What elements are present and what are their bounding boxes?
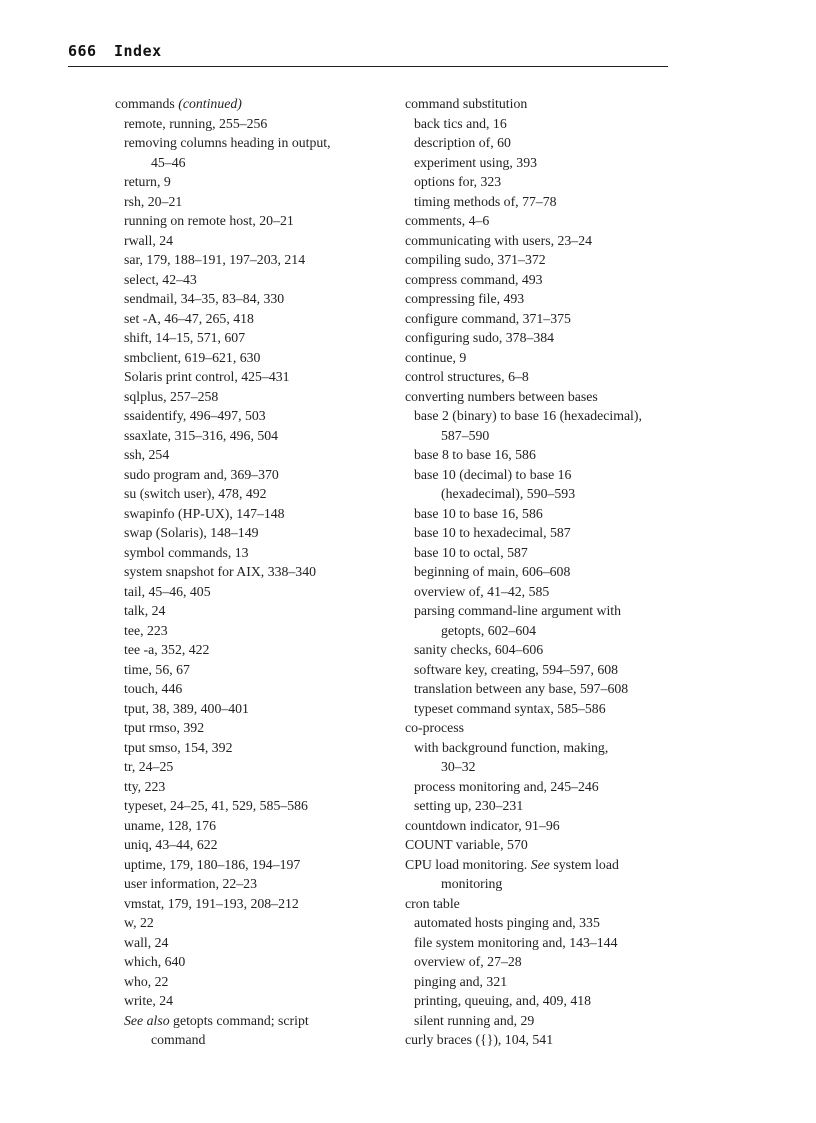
- index-entry: [405, 582, 665, 602]
- index-entry: [115, 679, 377, 699]
- index-entry-text: CPU load monitoring.: [405, 856, 531, 872]
- index-entry: [115, 445, 377, 465]
- page-title: Index: [114, 42, 162, 60]
- index-entry: [115, 738, 377, 758]
- index-entry-text: process monitoring and, 245–246: [414, 778, 599, 794]
- index-entry: [405, 133, 665, 153]
- index-entry: [115, 972, 377, 992]
- index-entry-text: tee, 223: [124, 622, 168, 638]
- index-entry-text: rwall, 24: [124, 232, 174, 248]
- index-entry-text: Solaris print control, 425–431: [124, 369, 290, 384]
- index-entry-text: symbol commands, 13: [124, 544, 249, 560]
- index-entry: [115, 231, 377, 251]
- index-entry: [115, 816, 377, 836]
- index-entry-text: comments, 4–6: [405, 213, 490, 228]
- index-entry-text: compressing file, 493: [405, 291, 525, 306]
- index-entry: [405, 796, 665, 816]
- index-entry-text: beginning of main, 606–608: [414, 564, 571, 579]
- index-entry: [405, 894, 665, 914]
- index-entry-text: tput, 38, 389, 400–401: [124, 700, 249, 716]
- index-entry: [405, 816, 665, 836]
- index-entry-text: back tics and, 16: [414, 115, 507, 131]
- index-entry-text: silent running and, 29: [414, 1012, 535, 1028]
- index-entry-text: configure command, 371–375: [405, 310, 571, 326]
- index-entry: [405, 328, 665, 348]
- index-entry: [115, 367, 377, 387]
- index-entry-text: automated hosts pinging and, 335: [414, 915, 600, 930]
- index-entry-text: curly braces ({}), 104, 541: [405, 1032, 554, 1047]
- index-entry-text: w, 22: [124, 915, 154, 930]
- index-entry-italic: See: [530, 856, 550, 872]
- index-entry: [115, 874, 377, 894]
- index-entry: [115, 309, 377, 329]
- index-entry: [115, 426, 377, 446]
- index-entry: [405, 972, 665, 992]
- index-entry: [115, 757, 377, 777]
- index-entry-text: continue, 9: [405, 349, 467, 365]
- index-entry: [115, 504, 377, 524]
- index-entry: [405, 231, 665, 251]
- index-entry-text: tee -a, 352, 422: [124, 642, 210, 657]
- index-entry-text: printing, queuing, and, 409, 418: [414, 993, 592, 1008]
- index-entry: [405, 309, 665, 329]
- index-entry: [405, 387, 665, 407]
- index-entry-text: ssaxlate, 315–316, 496, 504: [124, 427, 279, 443]
- index-entry-text: translation between any base, 597–608: [414, 681, 629, 696]
- index-entry-text: vmstat, 179, 191–193, 208–212: [124, 895, 299, 911]
- index-entry-text: swapinfo (HP-UX), 147–148: [124, 505, 285, 521]
- index-entry-text: commands: [115, 96, 179, 111]
- index-entry: [405, 913, 665, 933]
- index-entry-text: command substitution: [405, 96, 528, 111]
- index-entry-text: experiment using, 393: [414, 154, 537, 170]
- index-entry: [115, 289, 377, 309]
- index-entry-text: sar, 179, 188–191, 197–203, 214: [124, 252, 306, 267]
- index-entry-text: COUNT variable, 570: [405, 837, 528, 852]
- index-entry: [405, 777, 665, 797]
- index-entry: [405, 543, 665, 563]
- index-entry: [405, 699, 665, 719]
- index-entry: [115, 114, 377, 134]
- index-entry: [405, 952, 665, 972]
- index-entry: [115, 621, 377, 641]
- index-entry-text: getopts, 602–604: [441, 622, 537, 638]
- index-entry: [405, 933, 665, 953]
- index-entry: [405, 192, 665, 212]
- index-entry-text: (hexadecimal), 590–593: [441, 486, 576, 501]
- index-entry-text: communicating with users, 23–24: [405, 232, 592, 248]
- index-entry-text: file system monitoring and, 143–144: [414, 934, 618, 950]
- page-number: 666: [68, 42, 97, 60]
- index-entry-text: remote, running, 255–256: [124, 115, 268, 131]
- index-entry-italic: See also: [124, 1012, 170, 1028]
- index-entry-text: sudo program and, 369–370: [124, 466, 279, 482]
- index-entry: [405, 562, 665, 582]
- index-entry-text: rsh, 20–21: [124, 193, 183, 209]
- index-entry-text: description of, 60: [414, 135, 511, 150]
- index-entry: [115, 250, 377, 270]
- index-entry-text: ssaidentify, 496–497, 503: [124, 408, 266, 423]
- index-entry-text: which, 640: [124, 954, 186, 969]
- index-entry: [405, 660, 665, 680]
- index-entry-text: overview of, 27–28: [414, 954, 522, 969]
- index-entry: [115, 699, 377, 719]
- index-entry-text: set -A, 46–47, 265, 418: [124, 310, 254, 326]
- index-entry-text: smbclient, 619–621, 630: [124, 349, 261, 365]
- index-entry: [405, 504, 665, 524]
- index-entry: [405, 153, 665, 173]
- index-entry-text: with background function, making,: [414, 739, 609, 755]
- index-entry-text: parsing command-line argument with: [414, 603, 622, 618]
- index-entry: [115, 328, 377, 348]
- index-entry: [405, 1030, 665, 1050]
- index-entry-italic: (continued): [178, 96, 242, 111]
- index-entry-text: 587–590: [441, 427, 490, 443]
- index-entry-text: base 2 (binary) to base 16 (hexadecimal),: [414, 408, 642, 423]
- index-entry: [405, 367, 665, 387]
- index-entry-text: monitoring: [441, 876, 503, 891]
- index-entry: [115, 601, 377, 621]
- index-entry: [115, 484, 377, 504]
- index-entry-text: running on remote host, 20–21: [124, 213, 294, 228]
- index-entry-text: compiling sudo, 371–372: [405, 252, 546, 267]
- index-entry: [115, 211, 377, 231]
- index-entry: [405, 172, 665, 192]
- index-entry: [115, 777, 377, 797]
- index-entry: [115, 952, 377, 972]
- index-entry: [405, 991, 665, 1011]
- running-header: [68, 42, 668, 67]
- index-entry: [115, 640, 377, 660]
- index-entry-text: typeset, 24–25, 41, 529, 585–586: [124, 798, 308, 813]
- index-entry: [115, 270, 377, 290]
- index-entry-text: overview of, 41–42, 585: [414, 583, 550, 599]
- index-entry-text: co-process: [405, 720, 464, 735]
- index-entry: [405, 484, 665, 504]
- index-entry: [115, 582, 377, 602]
- index-entry-text: return, 9: [124, 174, 171, 189]
- index-entry-text: configuring sudo, 378–384: [405, 330, 555, 345]
- index-entry: [115, 562, 377, 582]
- index-entry: [115, 1030, 377, 1050]
- index-entry: [115, 543, 377, 563]
- index-entry: [115, 894, 377, 914]
- index-entry: [405, 640, 665, 660]
- index-entry: [405, 348, 665, 368]
- index-entry-text: sanity checks, 604–606: [414, 642, 544, 657]
- index-entry: [405, 289, 665, 309]
- index-entry-text: touch, 446: [124, 681, 183, 696]
- index-entry: [115, 348, 377, 368]
- index-entry: [405, 738, 665, 758]
- index-entry-text: removing columns heading in output,: [124, 135, 331, 150]
- index-entry: [405, 874, 665, 894]
- index-entry: [405, 94, 665, 114]
- index-entry-text: tr, 24–25: [124, 759, 174, 774]
- index-entry: [405, 855, 665, 875]
- index-entry-text: options for, 323: [414, 174, 502, 189]
- index-entry: [405, 250, 665, 270]
- index-entry-text: base 10 (decimal) to base 16: [414, 466, 572, 482]
- index-entry-text: tail, 45–46, 405: [124, 583, 211, 599]
- index-entry: [405, 718, 665, 738]
- index-entry-text: swap (Solaris), 148–149: [124, 525, 259, 540]
- index-entry: [405, 679, 665, 699]
- index-entry: [115, 718, 377, 738]
- index-entry: [405, 523, 665, 543]
- index-entry: [405, 426, 665, 446]
- index-entry: [115, 933, 377, 953]
- index-entry-text: cron table: [405, 895, 460, 911]
- index-entry: [115, 1011, 377, 1031]
- index-entry-text: base 10 to hexadecimal, 587: [414, 525, 571, 540]
- index-entry-text: shift, 14–15, 571, 607: [124, 330, 246, 345]
- index-entry: [115, 133, 377, 153]
- index-entry-text: tput smso, 154, 392: [124, 739, 233, 755]
- index-entry: [115, 660, 377, 680]
- index-entry-text: tput rmso, 392: [124, 720, 205, 735]
- index-entry: [405, 445, 665, 465]
- index-entry: [115, 835, 377, 855]
- index-entry: [115, 172, 377, 192]
- index-entry: [405, 406, 665, 426]
- index-entry-text: base 10 to base 16, 586: [414, 505, 543, 521]
- index-entry-text: system snapshot for AIX, 338–340: [124, 564, 316, 579]
- index-entry-text: ssh, 254: [124, 447, 170, 462]
- index-entry: [115, 913, 377, 933]
- index-entry-text: system load: [549, 856, 619, 872]
- index-entry-text: getopts command; script: [169, 1012, 309, 1028]
- index-entry-text: software key, creating, 594–597, 608: [414, 661, 619, 677]
- index-entry-text: 30–32: [441, 759, 476, 774]
- index-entry-text: user information, 22–23: [124, 876, 257, 891]
- index-entry: [405, 1011, 665, 1031]
- index-entry: [115, 796, 377, 816]
- index-entry-text: command: [151, 1032, 206, 1047]
- index-entry-text: compress command, 493: [405, 271, 543, 287]
- index-entry-text: base 8 to base 16, 586: [414, 447, 536, 462]
- index-entry-text: time, 56, 67: [124, 661, 190, 677]
- index-entry-text: uname, 128, 176: [124, 817, 216, 833]
- index-entry-text: countdown indicator, 91–96: [405, 817, 560, 833]
- index-entry-text: write, 24: [124, 993, 174, 1008]
- index-entry: [115, 523, 377, 543]
- index-entry-text: typeset command syntax, 585–586: [414, 700, 606, 716]
- index-entry-text: tty, 223: [124, 778, 166, 794]
- index-entry-text: control structures, 6–8: [405, 369, 529, 384]
- index-entry: [405, 270, 665, 290]
- index-entry-text: who, 22: [124, 973, 169, 989]
- index-entry-text: setting up, 230–231: [414, 798, 524, 813]
- index-entry-text: converting numbers between bases: [405, 388, 598, 404]
- index-entry: [405, 114, 665, 134]
- index-entry: [405, 757, 665, 777]
- index-entry: [405, 465, 665, 485]
- index-entry: [405, 835, 665, 855]
- index-entry: [115, 94, 377, 114]
- index-entry: [115, 153, 377, 173]
- index-entry: [115, 465, 377, 485]
- index-entry: [115, 855, 377, 875]
- index-entry: [115, 387, 377, 407]
- index-entry: [115, 192, 377, 212]
- index-entry-text: talk, 24: [124, 603, 166, 618]
- index-entry: [405, 621, 665, 641]
- index-entry: [405, 211, 665, 231]
- index-entry-text: 45–46: [151, 154, 186, 170]
- index-entry: [115, 406, 377, 426]
- index-entry: [115, 991, 377, 1011]
- index-entry-text: su (switch user), 478, 492: [124, 486, 267, 501]
- index-entry-text: timing methods of, 77–78: [414, 193, 557, 209]
- index-entry-text: wall, 24: [124, 934, 169, 950]
- index-column-left: [115, 94, 377, 1050]
- index-entry-text: base 10 to octal, 587: [414, 544, 528, 560]
- index-entry-text: select, 42–43: [124, 271, 197, 287]
- index-entry: [405, 601, 665, 621]
- index-entry-text: pinging and, 321: [414, 973, 508, 989]
- index-column-right: [405, 94, 665, 1050]
- index-entry-text: uptime, 179, 180–186, 194–197: [124, 856, 301, 872]
- index-entry-text: sendmail, 34–35, 83–84, 330: [124, 291, 285, 306]
- index-entry-text: uniq, 43–44, 622: [124, 837, 218, 852]
- index-entry-text: sqlplus, 257–258: [124, 388, 219, 404]
